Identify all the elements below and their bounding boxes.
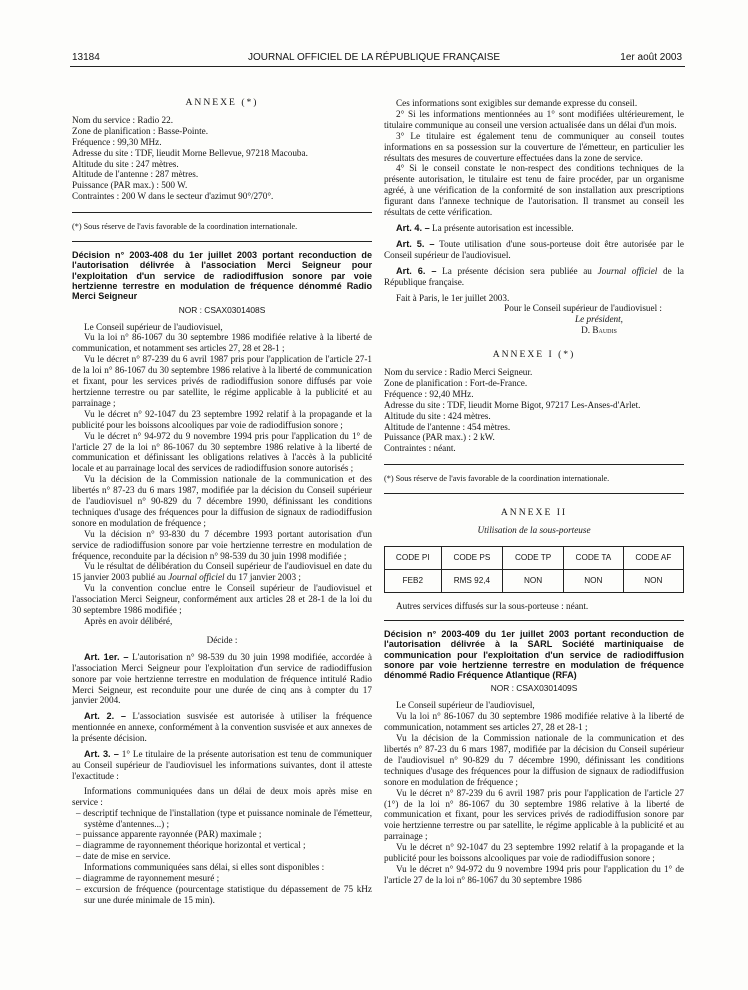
footnote: (*) Sous réserve de l'avis favorable de la coordination internationale.	[72, 222, 298, 232]
signing-place-date: Fait à Paris, le 1er juillet 2003.	[396, 292, 510, 303]
annexe1-title: ANNEXE I (*)	[492, 349, 576, 361]
nor-reference: NOR : CSAX0301409S	[490, 683, 578, 694]
paragraph: Informations communiquées sans délai, si elles sont disponibles :	[84, 862, 325, 873]
subcarrier-table	[384, 546, 684, 593]
table-cell: NON	[563, 570, 623, 593]
annexe-line: Contraintes : 200 W dans le secteur d'azimut 90°/270°.	[72, 191, 274, 202]
article-2: Art. 2. – L'association susvisée est autorisée à utiliser la fréquence mentionnée en annexe, conformément à la convention susvisée et aux annexes de la présente décision.	[72, 711, 372, 744]
annexe-line: Altitude de l'antenne : 454 mètres.	[384, 421, 511, 432]
annexe1-details	[384, 367, 684, 454]
paragraph: Vu le décret n° 87-239 du 6 avril 1987 pris pour l'application de l'article 27-1 de la loi n° 86-1067 du 30 septembre 1986 relative à la liberté de communication et fixant, pour les services privés de radiodiffusion sonore diffusés par voie hertzienne terrestre ou par satellite, le régime applicable à la publicité et au parrainage ;	[72, 354, 372, 408]
table-header-cell: CODE TA	[563, 547, 623, 570]
page-number: 13184	[72, 52, 100, 63]
paragraph: Vu le décret n° 92-1047 du 23 septembre 1992 relatif à la propagande et la publicité pour les boissons alcooliques par voie de radiodiffusion sonore ;	[72, 408, 372, 430]
article-3: Art. 3. – 1° Le titulaire de la présente autorisation est tenu de communiquer au Conseil supérieur de l'audiovisuel les informations suivantes, dont il atteste l'exactitude :	[72, 749, 373, 781]
annexe-line: Contraintes : néant.	[384, 443, 456, 454]
journal-title: JOURNAL OFFICIEL DE LA RÉPUBLIQUE FRANÇAISE	[247, 52, 501, 63]
paragraph: Vu la loi n° 86-1067 du 30 septembre 1986 modifiée relative à la liberté de communication, et notamment ses articles 27, 28 et 28-1 ;	[72, 332, 372, 354]
list-item: – date de mise en service.	[76, 851, 171, 862]
annexe-title: ANNEXE (*)	[185, 97, 259, 108]
journal-officiel-ref: Journal officiel	[597, 265, 658, 276]
table-row	[385, 570, 684, 593]
table-header-row	[385, 547, 684, 570]
decision-title: Décision n° 2003-408 du 1er juillet 2003 portant reconduction de l'autorisation délivrée à l'association Merci Seigneur pour l'exploitation d'un service de radiodiffusion sonore par voie hertzienne terrestre en modulation de fréquence dénommé Radio Merci Seigneur	[72, 250, 372, 302]
annexe-line: Altitude du site : 424 mètres.	[384, 410, 491, 421]
paragraph: Vu le décret n° 92-1047 du 23 septembre 1992 relatif à la propagande et la publicité pour les boissons alcooliques par voie de radiodiffusion sonore ;	[384, 842, 684, 864]
list-item: – diagramme de rayonnement mesuré ;	[76, 873, 220, 884]
decide-heading: Décide :	[206, 634, 238, 645]
table-cell: RMS 92,4	[441, 570, 503, 593]
list-item: – descriptif technique de l'installation (type et puissance nominale de l'émetteur, système d'antennes...) ;	[76, 807, 372, 829]
footnote-rule	[72, 212, 372, 213]
section-rule	[72, 241, 372, 242]
footnote-rule	[384, 464, 684, 465]
annexe-line: Puissance (PAR max.) : 500 W.	[72, 180, 188, 191]
section-rule	[384, 620, 684, 621]
header-rule	[70, 66, 685, 67]
paragraph: Vu la décision de la Commission nationale de la communication et des libertés n° 87-23 du 6 mars 1987, modifiée par la décision du Conseil supérieur de l'audiovisuel n° 90-829 du 7 décembre 1990, définissant les conditions techniques d'usage des fréquences pour la diffusion de signaux de radiodiffusion sonore en modulation de fréquence ;	[72, 474, 372, 528]
paragraph: Vu le décret n° 87-239 du 6 avril 1987 pris pour l'application de l'article 27 (1°) de la loi n° 86-1067 du 30 septembre 1986 relative à la liberté de communication et fixant, pour les services privés de radiodiffusion sonore par voie hertzienne terrestre ou par satellite, le régime applicable à la publicité et au parrainage ;	[384, 787, 684, 842]
footnote: (*) Sous réserve de l'avis favorable de la coordination internationale.	[384, 474, 610, 484]
table-header-cell: CODE AF	[623, 547, 683, 570]
annexe-line: Altitude du site : 247 mètres.	[72, 158, 179, 169]
decision2-title: Décision n° 2003-409 du 1er juillet 2003 portant reconduction de l'autorisation délivrée à la SARL Société martiniquaise de communication pour l'exploitation d'un service de radiodiffusion sonore par voie hertzienne terrestre en modulation de fréquence dénommé Radio Fréquence Atlantique (RFA)	[384, 629, 684, 681]
signature-role: Le président,	[575, 314, 623, 325]
article-label: Art. 3. –	[84, 749, 119, 760]
annexe-line: Zone de planification : Basse-Pointe.	[72, 125, 208, 136]
annexe-line: Zone de planification : Fort-de-France.	[384, 377, 528, 388]
table-cell: FEB2	[385, 570, 442, 593]
annexe-line: Fréquence : 92,40 MHz.	[384, 388, 474, 399]
annexe-details	[72, 115, 372, 202]
article-label: Art. 4. –	[396, 222, 430, 233]
table-header-cell: CODE TP	[503, 547, 564, 570]
journal-officiel-ref: Journal officiel	[168, 572, 225, 583]
table-cell: NON	[503, 570, 564, 593]
article-1: Art. 1er. – L'autorisation n° 98-539 du 30 juin 1998 modifiée, accordée à l'association Merci Seigneur pour l'exploitation d'un service de radiodiffusion sonore par voie hertzienne terrestre en modulation de fréquence intitulé Radio Merci Seigneur, est reconduite pour une durée de cinq ans à compter du 17 janvier 2004.	[72, 651, 372, 706]
annexe-line: Adresse du site : TDF, lieudit Morne Bellevue, 97218 Macouba.	[72, 147, 308, 158]
paragraph: Autres services diffusés sur la sous-porteuse : néant.	[396, 601, 589, 612]
paragraph: Vu la loi n° 86-1067 du 30 septembre 1986 modifiée relative à la liberté de communication, notamment ses articles 27, 28 et 28-1 ;	[384, 711, 684, 733]
list-item: – excursion de fréquence (pourcentage statistique du dépassement de 75 kHz sur une durée minimale de 15 min).	[76, 883, 372, 905]
annexe2-subtitle: Utilisation de la sous-porteuse	[477, 525, 591, 536]
table-cell: NON	[623, 570, 683, 593]
paragraph: 3° Le titulaire est également tenu de communiquer au conseil toutes informations en sa possession sur la couverture de l'émetteur, en particulier les résultats des mesures de couverture effectuées dans la zone de service.	[384, 130, 684, 163]
table-header-cell: CODE PI	[385, 547, 442, 570]
paragraph: Le Conseil supérieur de l'audiovisuel,	[396, 700, 535, 711]
signature-name: D. Baudis	[581, 325, 617, 336]
annexe-line: Nom du service : Radio Merci Seigneur.	[384, 367, 533, 378]
article-5: Art. 5. – Toute utilisation d'une sous-porteuse doit être autorisée par le Conseil supérieur de l'audiovisuel.	[384, 238, 684, 260]
annexe-line: Altitude de l'antenne : 287 mètres.	[72, 169, 199, 180]
table-header-cell: CODE PS	[441, 547, 503, 570]
paragraph: Vu le décret n° 94-972 du 9 novembre 1994 pris pour l'application du 1° de l'article 27 de la loi n° 86-1067 du 30 septembre 1986 relative à la liberté de communication et définissant les obligations relatives à l'accès à la publicité locale et au parrainage local des services de radiodiffusion sonore autorisés ;	[72, 430, 372, 474]
paragraph: Vu la convention conclue entre le Conseil supérieur de l'audiovisuel et l'association Merci Seigneur, conformément aux articles 28 et 28-1 de la loi du 30 septembre 1986 modifiée ;	[72, 583, 372, 616]
paragraph: Vu la décision de la Commission nationale de la communication et des libertés n° 87-23 du 6 mars 1987, modifiée par la décision du Conseil supérieur de l'audiovisuel n° 90-829 du 7 décembre 1990, définissant les conditions techniques d'usage des fréquences pour la diffusion de signaux de radiodiffusion sonore en modulation de fréquence ;	[384, 733, 684, 787]
paragraph: Vu le résultat de délibération du Conseil supérieur de l'audiovisuel en date du 15 janvier 2003 publié au Journal officiel du 17 janvier 2003 ;	[72, 561, 372, 583]
issue-date: 1er août 2003	[620, 52, 682, 63]
paragraph: Vu la décision n° 93-830 du 7 décembre 1993 portant autorisation d'un service de radiodiffusion sonore par voie hertzienne terrestre en modulation de fréquence, reconduite par la décision n° 98-539 du 30 juin 1998 modifiée ;	[72, 528, 372, 561]
list-item: – diagramme de rayonnement théorique horizontal et vertical ;	[76, 840, 306, 851]
annexe2-title: ANNEXE II	[500, 507, 568, 519]
paragraph: Après en avoir délibéré,	[84, 616, 173, 627]
paragraph: Vu le décret n° 94-972 du 9 novembre 1994 pris pour l'application du 1° de l'article 27 de la loi n° 86-1067 du 30 septembre 1986	[384, 863, 684, 885]
article-label: Art. 1er. –	[84, 651, 129, 662]
right-column	[384, 98, 684, 886]
signature-authority: Pour le Conseil supérieur de l'audiovisuel :	[504, 303, 662, 314]
paragraph: Ces informations sont exigibles sur demande expresse du conseil.	[396, 98, 638, 108]
paragraph: Informations communiquées dans un délai de deux mois après mise en service :	[72, 785, 372, 807]
paragraph: 2° Si les informations mentionnées au 1° sont modifiées ultérieurement, le titulaire communique au conseil une version actualisée dans un délai d'un mois.	[384, 108, 684, 130]
article-label: Art. 6. –	[396, 265, 437, 276]
paragraph: Le Conseil supérieur de l'audiovisuel,	[84, 321, 223, 332]
paragraph: 4° Si le conseil constate le non-respect des conditions techniques de la présente autorisation, le titulaire est tenu de faire procéder, par un organisme agréé, à une vérification de la conformité de son installation aux prescriptions figurant dans l'annexe technique de l'autorisation. Il transmet au conseil les résultats de cette vérification.	[384, 163, 684, 218]
article-4: Art. 4. – La présente autorisation est incessible.	[396, 222, 574, 233]
nor-reference: NOR : CSAX0301408S	[178, 304, 266, 315]
article-6: Art. 6. – La présente décision sera publiée au Journal officiel de la République française.	[384, 265, 684, 287]
annexe-line: Adresse du site : TDF, lieudit Morne Bigot, 97217 Les-Anses-d'Arlet.	[384, 399, 641, 410]
annexe-line: Nom du service : Radio 22.	[72, 114, 174, 125]
annexe-line: Puissance (PAR max.) : 2 kW.	[384, 432, 495, 443]
article-label: Art. 2. –	[84, 711, 126, 722]
article-label: Art. 5. –	[396, 238, 435, 249]
section-rule	[384, 493, 684, 494]
list-item: – puissance apparente rayonnée (PAR) maximale ;	[76, 829, 262, 840]
left-column	[72, 98, 372, 906]
annexe-line: Fréquence : 99,30 MHz.	[72, 136, 162, 147]
